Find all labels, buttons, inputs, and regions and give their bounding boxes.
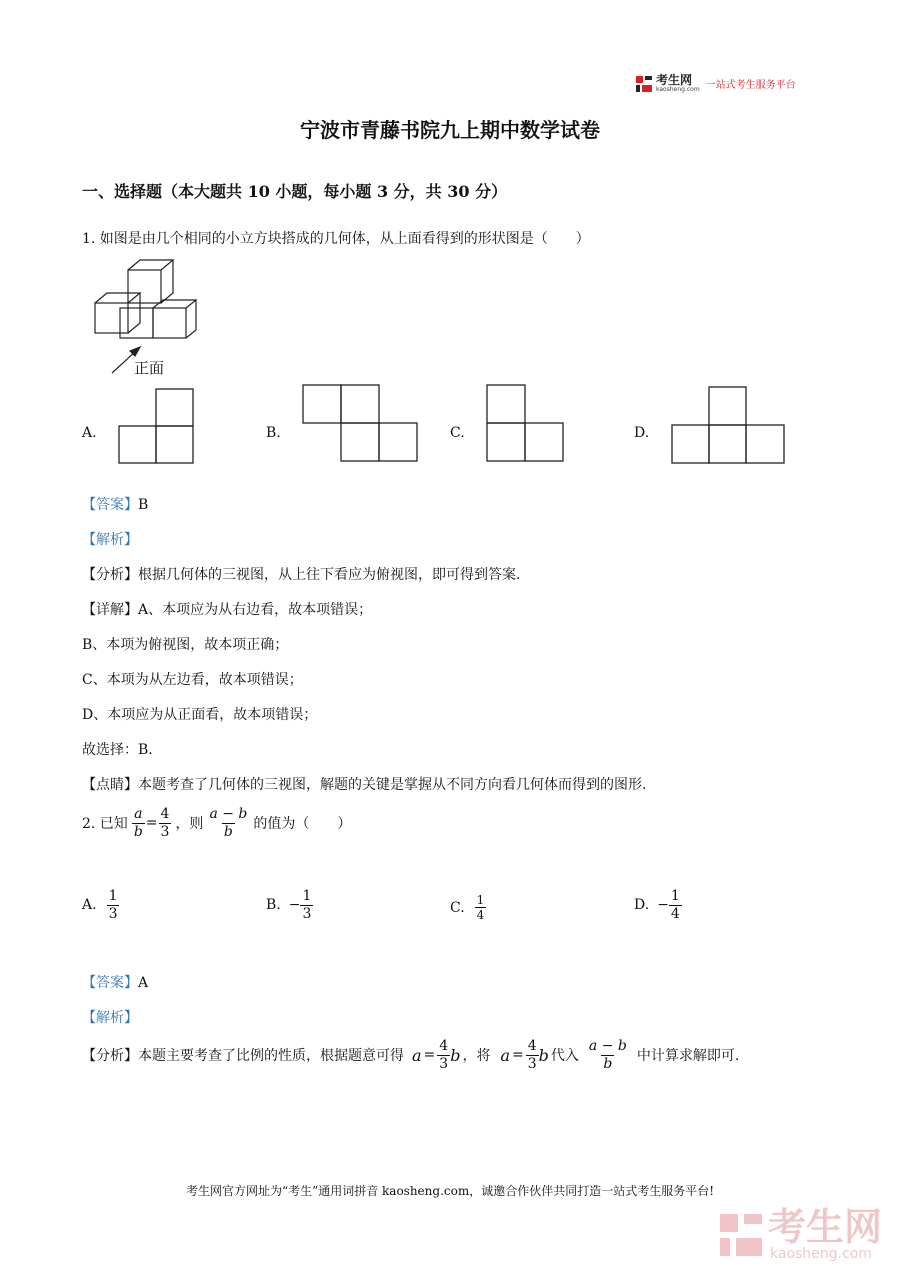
q2-fenxi-2: ，将 <box>462 1048 491 1065</box>
q1-choose: 故选择：B. <box>82 742 153 758</box>
q1-answer-value: B <box>138 497 149 513</box>
q2-prefix: 2. 已知 <box>82 816 128 833</box>
q2-answer <box>82 972 148 992</box>
watermark-brand: 考生网 <box>768 1205 883 1249</box>
q2-frac-a-over-b: $\frac{a}{b}$ <box>133 806 143 840</box>
q2-frac-amb-over-b: $\frac{a - b}{b}$ <box>209 806 248 840</box>
q1-fenxi-text: 根据几何体的三视图，从上往下看应为俯视图，即可得到答案. <box>138 567 521 583</box>
watermark-logo-icon <box>720 1214 762 1256</box>
footer-text: 考生网官方网址为“考生”通用词拼音 kaosheng.com，诚邀合作伙伴共同打造一站式考生服务平台! <box>185 1184 715 1198</box>
q2-option-a-frac: $\frac{1}{3}$ <box>108 888 118 922</box>
q1-fenxi <box>82 564 520 584</box>
q2-fenxi-1: 本题主要考查了比例的性质，根据题意可得 <box>138 1048 404 1065</box>
q1-answer <box>82 494 148 514</box>
q2-answer-tag: 【答案】 <box>82 975 138 991</box>
watermark-domain: kaosheng.com <box>770 1246 872 1262</box>
logo-slogan: 一站式考生服务平台 <box>705 80 796 91</box>
q2-option-d-frac: $\frac{1}{4}$ <box>670 888 680 922</box>
q2-stem <box>82 806 351 841</box>
q1-xiangjie <box>82 599 372 619</box>
q2-option-c-frac: $\frac{1}{4}$ <box>476 893 485 923</box>
q1-option-d-figure <box>671 386 787 466</box>
q1-xiangjie-tag: 【详解】 <box>82 602 138 618</box>
q1-line-d: D、本项应为从正面看，故本项错误； <box>82 707 318 723</box>
q2-answer-value: A <box>138 975 149 991</box>
q2-eq: = <box>145 815 158 832</box>
q2-option-c: C. $\frac{1}{4}$ <box>450 893 485 923</box>
q1-option-c-label: C. <box>450 425 465 441</box>
logo-domain: kaosheng.com <box>656 86 700 93</box>
q1-dianjing-tag: 【点睛】 <box>82 777 138 793</box>
q2-fenxi-tag: 【分析】 <box>82 1048 138 1065</box>
q2-formula-3: $\frac{a - b}{b}$ <box>588 1038 627 1072</box>
q1-front-label: 正面 <box>134 359 165 377</box>
q1-line-c: C、本项为从左边看，故本项错误； <box>82 672 303 688</box>
q1-line-b: B、本项为俯视图，故本项正确； <box>82 637 289 653</box>
q1-answer-tag: 【答案】 <box>82 497 138 513</box>
q1-stem: 1. 如图是由几个相同的小立方块搭成的几何体，从上面看得到的形状图是（ ） <box>82 231 590 247</box>
q2-option-d: D. − $\frac{1}{4}$ <box>634 888 680 922</box>
q2-formula-1: a = $\frac{4}{3}$ b <box>412 1038 461 1072</box>
q1-option-b-label: B. <box>266 425 281 441</box>
q2-formula-2: a = $\frac{4}{3}$ b <box>500 1038 549 1072</box>
q1-option-c-figure <box>486 384 566 464</box>
section-heading: 一、选择题（本大题共 10 小题，每小题 3 分，共 30 分） <box>82 182 508 201</box>
q1-analysis-tag: 【解析】 <box>82 532 138 548</box>
q2-option-a: A. $\frac{1}{3}$ <box>82 888 118 922</box>
q2-fenxi-3: 代入 <box>550 1048 579 1065</box>
q2-mid: ，则 <box>175 816 204 833</box>
q1-xiangjie-text: A、本项应为从右边看，故本项错误； <box>138 602 373 618</box>
q2-fenxi-4: 中计算求解即可. <box>636 1048 740 1065</box>
logo-brand: 考生网 <box>656 73 693 87</box>
q2-suffix: 的值为（ ） <box>253 816 352 833</box>
q2-frac-4-over-3: $\frac{4}{3}$ <box>160 806 170 840</box>
q2-analysis-tag: 【解析】 <box>82 1010 138 1026</box>
q1-fenxi-tag: 【分析】 <box>82 567 138 583</box>
q1-option-a-label: A. <box>82 425 97 441</box>
watermark <box>720 1205 883 1262</box>
q1-option-d-label: D. <box>634 425 650 441</box>
q1-option-b-figure <box>302 384 420 464</box>
header-logo <box>636 74 796 93</box>
q2-fenxi <box>82 1038 739 1073</box>
q1-option-a-figure <box>118 388 195 465</box>
q1-dianjing-text: 本题考查了几何体的三视图，解题的关键是掌握从不同方向看几何体而得到的图形. <box>138 777 647 793</box>
page-title: 宁波市青藤书院九上期中数学试卷 <box>300 118 600 142</box>
kaosheng-logo-icon <box>636 76 652 92</box>
q1-dianjing <box>82 774 646 794</box>
q2-option-b: B. − $\frac{1}{3}$ <box>266 888 312 922</box>
q2-option-b-frac: $\frac{1}{3}$ <box>302 888 312 922</box>
